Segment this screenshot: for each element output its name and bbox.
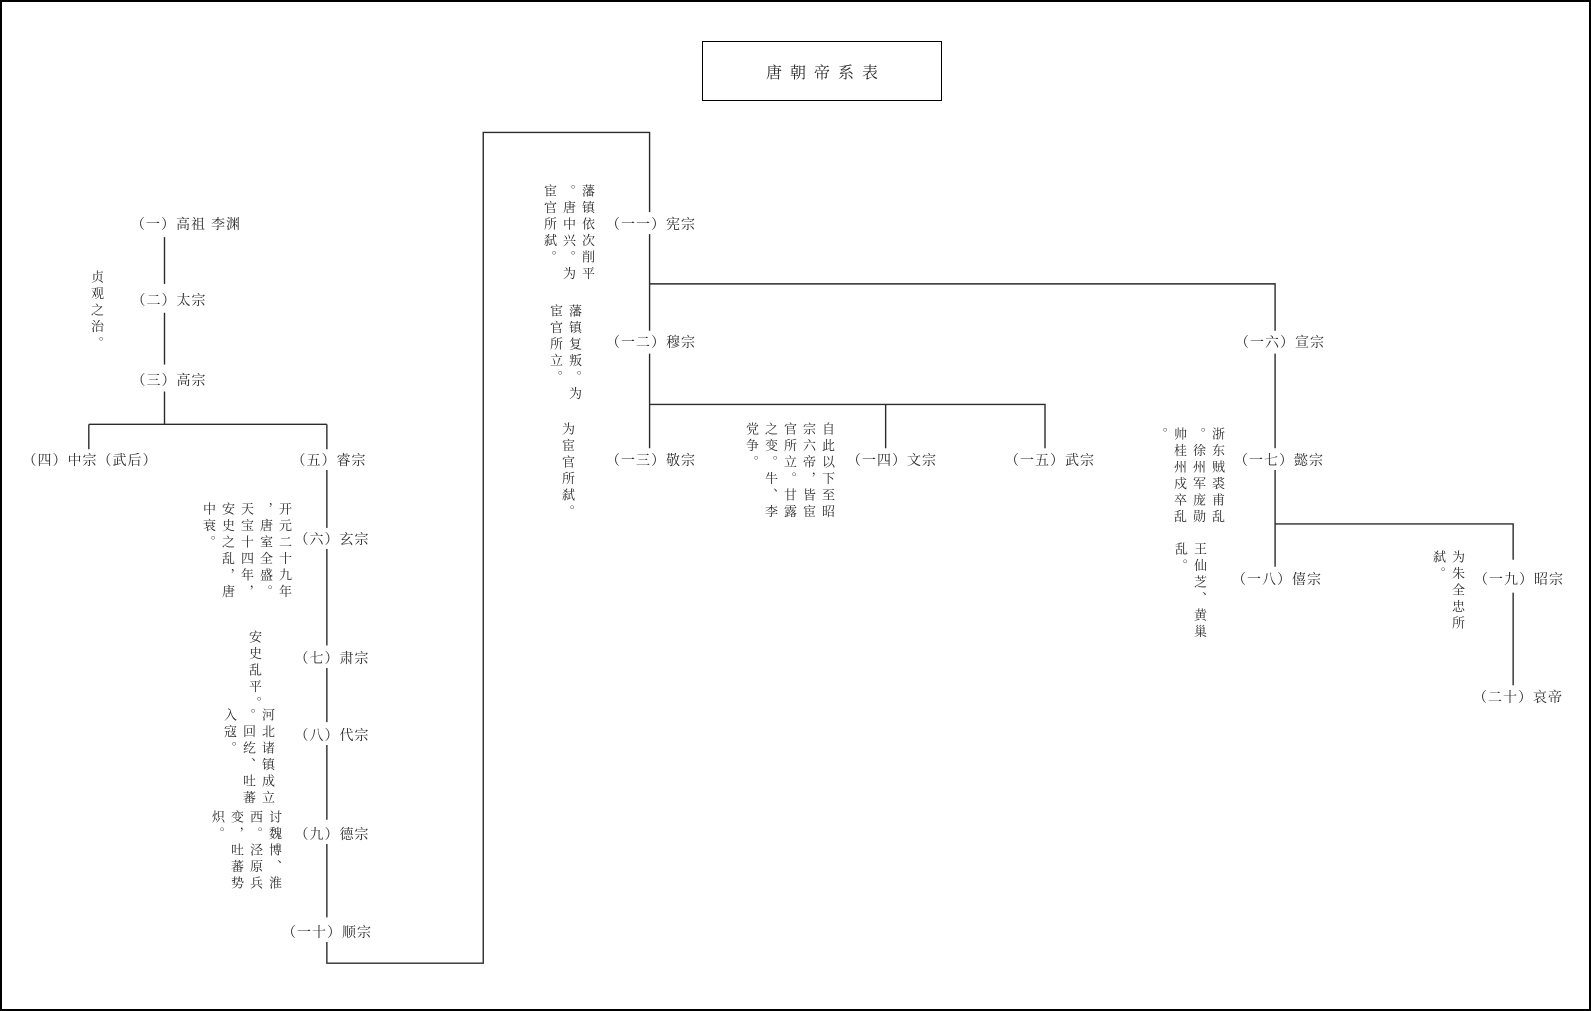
note-fanzhen-rebelled: 藩镇复叛。为宦官所立。	[548, 304, 582, 403]
note-fanzhen-subdued: 藩镇依次削平。唐中兴。为宦官所弑。	[542, 184, 595, 283]
emperor-label-wenzong: （一四）文宗	[847, 452, 937, 468]
emperor-label-ruizong: （五）睿宗	[291, 452, 367, 468]
emperor-label-muzong: （一二）穆宗	[606, 334, 696, 350]
note-zhenguan-rule: 贞观之治。	[89, 270, 104, 353]
note-hebei-garrisons: 河北诸镇成立。回纥、吐蕃入寇。	[222, 708, 275, 807]
diagram-title-box	[702, 41, 942, 101]
emperor-label-xianzong: （一一）宪宗	[606, 216, 696, 232]
connector-shunzong-xianzong-loop	[327, 132, 650, 963]
note-weibo-jingyuan: 讨魏博、淮西。泾原兵变，吐蕃势炽。	[210, 810, 282, 893]
note-wangxianzhi-huangchao: 王仙芝、黄巢乱。	[1173, 542, 1207, 641]
emperor-label-suzong: （七）肃宗	[294, 650, 370, 666]
emperor-label-zhongzong: （四）中宗（武后）	[22, 452, 158, 468]
emperor-label-zhaozong: （一九）昭宗	[1474, 571, 1564, 587]
emperor-label-xuanzong16: （一六）宣宗	[1235, 334, 1325, 350]
emperor-label-daizong: （八）代宗	[294, 727, 370, 743]
note-zhuquanzhong: 为朱全忠所弑。	[1431, 550, 1465, 633]
emperor-label-wuzong: （一五）武宗	[1005, 452, 1095, 468]
emperor-label-gaozong: （三）高宗	[131, 372, 207, 388]
emperor-label-taizong: （二）太宗	[131, 292, 207, 308]
note-killed-by-eunuchs: 为宦官所弑。	[560, 422, 575, 521]
note-kaiyuan-anshi: 开元二十九年，唐室全盛。天宝十四年，安史之乱，唐中衰。	[201, 502, 292, 601]
note-ganlu-incident: 自此以下至昭宗六帝，皆宦官所立。甘露之变。牛、李党争。	[744, 422, 835, 521]
emperor-label-xizong: （一八）僖宗	[1232, 571, 1322, 587]
emperor-label-gaozu: （一）高祖 李渊	[131, 216, 241, 232]
connector-xianzong-split	[650, 234, 1276, 331]
connector-gaozong-split	[89, 391, 327, 449]
emperor-label-shunzong: （一十）顺宗	[282, 924, 372, 940]
emperor-label-jingzong: （一三）敬宗	[606, 452, 696, 468]
emperor-label-dezong: （九）德宗	[294, 826, 370, 842]
emperor-label-xuanzong6: （六）玄宗	[294, 531, 370, 547]
emperor-label-aidi: （二十）哀帝	[1473, 689, 1563, 705]
diagram-title: 唐朝帝系表	[765, 64, 886, 82]
note-anshi-pacified: 安史乱平。	[247, 630, 262, 713]
note-zhedong-rebellion: 浙东贼裘甫乱。徐州军庞勋帅桂州戍卒乱。	[1153, 427, 1225, 526]
connector-yizong-split	[1275, 467, 1513, 567]
connector-muzong-split	[650, 354, 1045, 449]
emperor-label-yizong: （一七）懿宗	[1234, 452, 1324, 468]
